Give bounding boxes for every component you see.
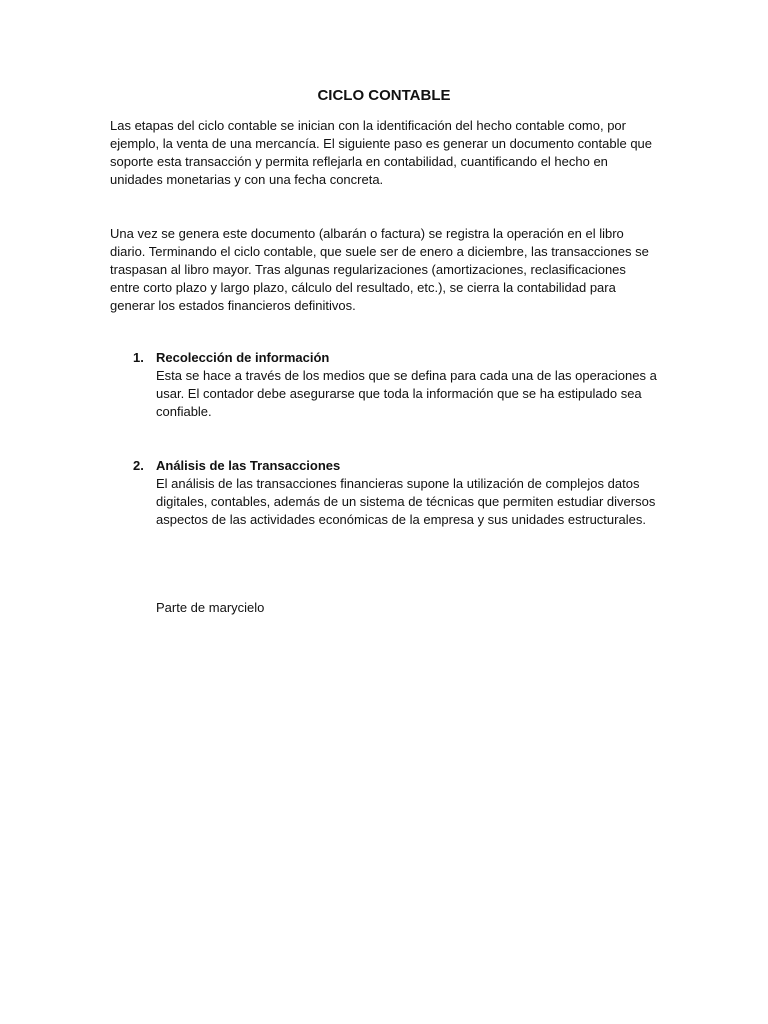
list-item-text: Esta se hace a través de los medios que se defina para cada una de las operaciones a usar. El contador debe asegurarse que toda la información que se ha estipulado sea confiable. bbox=[156, 368, 657, 419]
list-number: 1. bbox=[133, 350, 144, 365]
list-item-heading: Recolección de información bbox=[156, 350, 330, 365]
paragraph-process: Una vez se genera este documento (albarán o factura) se registra la operación en el libro diario. Terminando el ciclo contable, que suele ser de enero a diciembre, las transacciones se traspasan al libro mayor. Tras algunas regularizaciones (amortizaciones, reclasificaciones entre corto plazo y largo plazo, cálculo del resultado, etc.), se cierra la contabilidad para generar los estados financieros definitivos. bbox=[110, 226, 649, 313]
list-item-heading: Análisis de las Transacciones bbox=[156, 458, 341, 473]
document-title: CICLO CONTABLE bbox=[317, 87, 451, 104]
list-number: 2. bbox=[133, 458, 144, 473]
list-item-text: El análisis de las transacciones financieras supone la utilización de complejos datos digitales, contables, además de un sistema de técnicas que permiten estudiar diversos aspectos de las actividades económicas de la empresa y sus unidades estructurales. bbox=[156, 476, 656, 527]
author-signature: Parte de marycielo bbox=[156, 600, 265, 615]
list-item-content bbox=[156, 457, 666, 529]
list-item-content bbox=[156, 349, 666, 421]
paragraph-intro: Las etapas del ciclo contable se inician con la identificación del hecho contable como, por ejemplo, la venta de una mercancía. El siguiente paso es generar un documento contable que soporte esta transacción y permita reflejarla en contabilidad, cuantificando el hecho en unidades monetarias y con una fecha concreta. bbox=[110, 118, 653, 187]
